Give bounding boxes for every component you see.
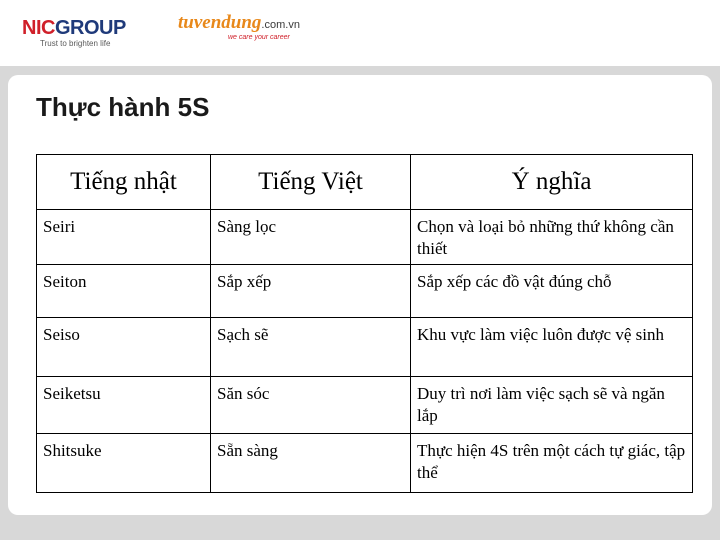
cell-vietnamese: Sắp xếp xyxy=(211,265,411,318)
tuvendung-logo xyxy=(178,12,300,41)
group-logo-text: GROUP xyxy=(54,17,126,39)
table-row xyxy=(37,377,693,434)
slide-title: Thực hành 5S xyxy=(36,92,210,122)
cell-japanese: Seiketsu xyxy=(37,377,211,434)
cell-vietnamese: Sẵn sàng xyxy=(211,434,411,493)
cell-meaning: Sắp xếp các đồ vật đúng chỗ xyxy=(411,265,693,318)
tuvendung-domain: .com.vn xyxy=(261,19,300,31)
nic-tagline: Trust to brighten life xyxy=(40,39,111,48)
cell-vietnamese: Săn sóc xyxy=(211,377,411,434)
table-row xyxy=(37,318,693,377)
table-header-row xyxy=(37,155,693,210)
tuvendung-logo-text: tuvendung xyxy=(178,12,262,33)
five-s-table xyxy=(36,154,693,493)
cell-vietnamese: Sàng lọc xyxy=(211,210,411,265)
table-row xyxy=(37,210,693,265)
slide-header xyxy=(0,0,720,66)
table-row xyxy=(37,434,693,493)
column-header-japanese: Tiếng nhật xyxy=(37,155,211,210)
table-row xyxy=(37,265,693,318)
cell-vietnamese: Sạch sẽ xyxy=(211,318,411,377)
cell-japanese: Shitsuke xyxy=(37,434,211,493)
cell-japanese: Seiso xyxy=(37,318,211,377)
column-header-meaning: Ý nghĩa xyxy=(411,155,693,210)
cell-meaning: Khu vực làm việc luôn được vệ sinh xyxy=(411,318,693,377)
tuvendung-tagline: we care your career xyxy=(228,34,290,41)
nic-group-logo xyxy=(22,18,126,48)
cell-japanese: Seiton xyxy=(37,265,211,318)
cell-meaning: Thực hiện 4S trên một cách tự giác, tập thể xyxy=(411,434,693,493)
cell-meaning: Duy trì nơi làm việc sạch sẽ và ngăn lắp xyxy=(411,377,693,434)
cell-japanese: Seiri xyxy=(37,210,211,265)
column-header-vietnamese: Tiếng Việt xyxy=(211,155,411,210)
cell-meaning: Chọn và loại bỏ những thứ không cần thiết xyxy=(411,210,693,265)
nic-logo-text: NIC xyxy=(22,17,55,39)
